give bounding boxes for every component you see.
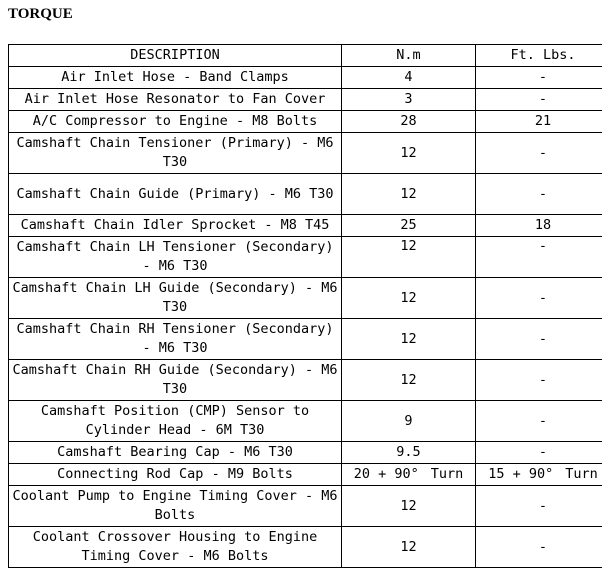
table-row bbox=[9, 527, 602, 568]
row-description: Camshaft Chain LH Guide (Secondary) - M6 T30 bbox=[9, 278, 342, 319]
row-description: Air Inlet Hose - Band Clamps bbox=[9, 67, 342, 89]
row-ft-lbs-value: - bbox=[476, 237, 602, 278]
row-ft-lbs-value: - bbox=[476, 401, 602, 442]
row-nm-value bbox=[342, 464, 476, 486]
row-ft-lbs-value: - bbox=[476, 67, 602, 89]
row-ft-lbs-value: - bbox=[476, 174, 602, 215]
page-title: TORQUE bbox=[8, 6, 73, 22]
table-row bbox=[9, 442, 602, 464]
table-row bbox=[9, 174, 602, 215]
row-description: A/C Compressor to Engine - M8 Bolts bbox=[9, 111, 342, 133]
row-nm-value: 12 bbox=[342, 527, 476, 568]
row-nm-value: 12 bbox=[342, 319, 476, 360]
row-description: Camshaft Chain Guide (Primary) - M6 T30 bbox=[9, 174, 342, 215]
table-row bbox=[9, 237, 602, 278]
table-row bbox=[9, 89, 602, 111]
row-nm-value: 9.5 bbox=[342, 442, 476, 464]
row-description: Camshaft Chain LH Tensioner (Secondary) - M6 T30 bbox=[9, 237, 342, 278]
nm-turn-suffix: Turn bbox=[430, 466, 464, 482]
row-description: Air Inlet Hose Resonator to Fan Cover bbox=[9, 89, 342, 111]
row-nm-value: 9 bbox=[342, 401, 476, 442]
row-nm-value: 12 bbox=[342, 237, 476, 278]
row-ft-lbs-value: - bbox=[476, 527, 602, 568]
row-ft-lbs-value: 18 bbox=[476, 215, 602, 237]
row-nm-value: 12 bbox=[342, 278, 476, 319]
ft-angle-value: 15 + 90° bbox=[488, 466, 554, 482]
column-header-nm: N.m bbox=[342, 45, 476, 67]
table-row bbox=[9, 133, 602, 174]
row-nm-value: 28 bbox=[342, 111, 476, 133]
table-row bbox=[9, 67, 602, 89]
ft-turn-suffix: Turn bbox=[565, 466, 598, 482]
row-ft-lbs-value: 21 bbox=[476, 111, 602, 133]
row-nm-value: 3 bbox=[342, 89, 476, 111]
row-nm-value: 12 bbox=[342, 174, 476, 215]
row-description: Camshaft Chain Tensioner (Primary) - M6 T30 bbox=[9, 133, 342, 174]
column-header-description: DESCRIPTION bbox=[9, 45, 342, 67]
row-description: Connecting Rod Cap - M9 Bolts bbox=[9, 464, 342, 486]
row-ft-lbs-value: - bbox=[476, 133, 602, 174]
row-description: Coolant Pump to Engine Timing Cover - M6 Bolts bbox=[9, 486, 342, 527]
table-row bbox=[9, 215, 602, 237]
row-ft-lbs-value: - bbox=[476, 89, 602, 111]
row-nm-value: 25 bbox=[342, 215, 476, 237]
row-nm-value: 12 bbox=[342, 133, 476, 174]
row-description: Camshaft Position (CMP) Sensor to Cylinder Head - 6M T30 bbox=[9, 401, 342, 442]
row-description: Camshaft Bearing Cap - M6 T30 bbox=[9, 442, 342, 464]
table-row bbox=[9, 278, 602, 319]
row-description: Camshaft Chain RH Tensioner (Secondary) - M6 T30 bbox=[9, 319, 342, 360]
row-ft-lbs-value: - bbox=[476, 442, 602, 464]
table-row bbox=[9, 319, 602, 360]
row-nm-value: 4 bbox=[342, 67, 476, 89]
row-description: Coolant Crossover Housing to Engine Timing Cover - M6 Bolts bbox=[9, 527, 342, 568]
row-description: Camshaft Chain Idler Sprocket - M8 T45 bbox=[9, 215, 342, 237]
row-ft-lbs-value: - bbox=[476, 360, 602, 401]
row-ft-lbs-value: - bbox=[476, 486, 602, 527]
table-row bbox=[9, 111, 602, 133]
row-ft-lbs-value: - bbox=[476, 319, 602, 360]
table-row bbox=[9, 360, 602, 401]
table-row bbox=[9, 401, 602, 442]
table-header-row bbox=[9, 45, 602, 67]
nm-angle-value: 20 + 90° bbox=[353, 466, 419, 482]
row-nm-value: 12 bbox=[342, 486, 476, 527]
row-ft-lbs-value: - bbox=[476, 278, 602, 319]
table-row bbox=[9, 486, 602, 527]
row-ft-lbs-value bbox=[476, 464, 602, 486]
column-header-ft-lbs: Ft. Lbs. bbox=[476, 45, 602, 67]
row-description: Camshaft Chain RH Guide (Secondary) - M6 T30 bbox=[9, 360, 342, 401]
table-row bbox=[9, 464, 602, 486]
row-nm-value: 12 bbox=[342, 360, 476, 401]
torque-table bbox=[8, 44, 602, 568]
